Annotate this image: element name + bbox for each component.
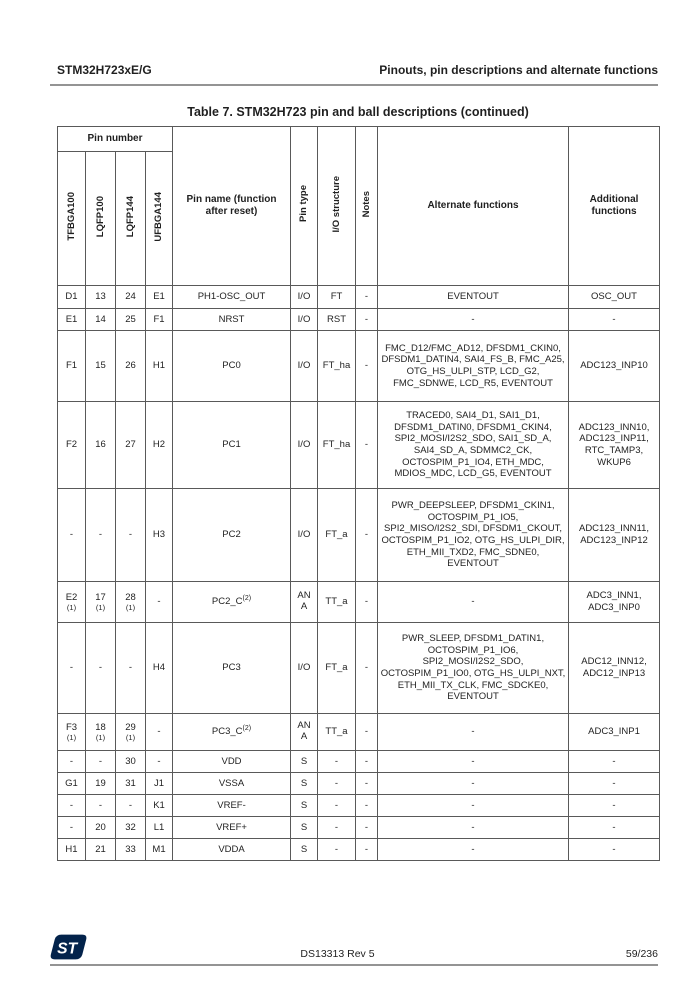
cell-io-structure: FT_a (318, 489, 356, 582)
cell-lqfp144: 26 (116, 331, 146, 402)
cell-lqfp100: - (86, 751, 116, 773)
col-header-additional-functions: Additional functions (569, 127, 660, 286)
footnote-ref: (1) (95, 732, 106, 742)
cell-notes: - (356, 331, 378, 402)
table-row (58, 773, 660, 795)
cell-lqfp144: 25 (116, 309, 146, 331)
cell-lqfp100: 21 (86, 839, 116, 861)
cell-ufbga144: F1 (146, 309, 173, 331)
cell-additional-functions: - (569, 773, 660, 795)
table-body (58, 286, 660, 861)
cell-pin-name: VREF+ (173, 817, 291, 839)
cell-tfbga100 (58, 714, 86, 751)
cell-io-structure: - (318, 751, 356, 773)
header-divider (50, 84, 658, 86)
cell-text: 18 (95, 722, 106, 734)
cell-additional-functions: - (569, 839, 660, 861)
cell-tfbga100 (58, 582, 86, 623)
cell-pin-name: PC1 (173, 402, 291, 489)
cell-pin-name: VDD (173, 751, 291, 773)
cell-lqfp144: - (116, 795, 146, 817)
table-row (58, 623, 660, 714)
cell-notes: - (356, 751, 378, 773)
table-row (58, 309, 660, 331)
cell-tfbga100: F1 (58, 331, 86, 402)
cell-ufbga144: L1 (146, 817, 173, 839)
cell-pin-name: PC2 (173, 489, 291, 582)
cell-pin-name: NRST (173, 309, 291, 331)
cell-text: PC3_C (211, 726, 243, 738)
cell-pin-type (291, 714, 318, 751)
cell-io-structure: FT_ha (318, 331, 356, 402)
cell-notes: - (356, 817, 378, 839)
footnote-ref: (1) (66, 602, 77, 612)
cell-text: 29 (125, 722, 136, 734)
cell-additional-functions: ADC3_INP1 (569, 714, 660, 751)
cell-lqfp144: 33 (116, 839, 146, 861)
page-header (57, 63, 658, 77)
cell-notes: - (356, 582, 378, 623)
cell-pin-type (291, 582, 318, 623)
table-row (58, 795, 660, 817)
table-row (58, 286, 660, 309)
col-header-lqfp100 (86, 152, 116, 286)
cell-tfbga100: E1 (58, 309, 86, 331)
cell-ufbga144: - (146, 714, 173, 751)
cell-ufbga144: - (146, 582, 173, 623)
cell-io-structure: - (318, 773, 356, 795)
cell-notes: - (356, 714, 378, 751)
col-header-io-structure (318, 127, 356, 286)
svg-text:ST: ST (57, 940, 78, 958)
footnote-ref: (1) (66, 732, 77, 742)
pin-ball-descriptions-table (57, 126, 660, 861)
cell-alternate-functions: - (378, 773, 569, 795)
col-header-pin-name: Pin name (function after reset) (173, 127, 291, 286)
cell-io-structure: FT_ha (318, 402, 356, 489)
cell-pin-name (173, 582, 291, 623)
col-header-tfbga100 (58, 152, 86, 286)
cell-notes: - (356, 489, 378, 582)
lqfp100-label: LQFP100 (94, 195, 106, 237)
cell-io-structure: RST (318, 309, 356, 331)
cell-lqfp144: 24 (116, 286, 146, 309)
cell-ufbga144: H2 (146, 402, 173, 489)
cell-ufbga144: E1 (146, 286, 173, 309)
cell-text: 17 (95, 592, 106, 604)
cell-pin-type: I/O (291, 331, 318, 402)
cell-lqfp144: - (116, 623, 146, 714)
cell-io-structure: TT_a (318, 582, 356, 623)
cell-alternate-functions: - (378, 582, 569, 623)
col-header-pin-type (291, 127, 318, 286)
cell-alternate-functions: EVENTOUT (378, 286, 569, 309)
cell-lqfp100: - (86, 795, 116, 817)
col-header-alternate-functions: Alternate functions (378, 127, 569, 286)
cell-alternate-functions: - (378, 795, 569, 817)
cell-pin-type: I/O (291, 489, 318, 582)
col-header-ufbga144 (146, 152, 173, 286)
pin-type-label: Pin type (298, 185, 310, 223)
cell-additional-functions: - (569, 795, 660, 817)
cell-alternate-functions: TRACED0, SAI4_D1, SAI1_D1, DFSDM1_DATIN0, DFSDM1_CKIN4, SPI2_MOSI/I2S2_SDO, SAI1_SD_A, SAI4_SD_A, SDMMC2_CK, OCTOSPIM_P1_IO4, ETH_MDC, MDIOS_MDC, LCD_G5, EVENTOUT (378, 402, 569, 489)
cell-pin-type: I/O (291, 286, 318, 309)
cell-lqfp144: 31 (116, 773, 146, 795)
cell-lqfp144: - (116, 489, 146, 582)
cell-text: E2 (65, 592, 78, 604)
col-header-lqfp144 (116, 152, 146, 286)
table-row (58, 402, 660, 489)
cell-text: ANA (297, 590, 311, 612)
cell-text: PC2_C (211, 596, 243, 608)
cell-lqfp100: - (86, 489, 116, 582)
footnote-ref: (1) (125, 602, 136, 612)
cell-tfbga100: - (58, 795, 86, 817)
cell-pin-type: I/O (291, 623, 318, 714)
cell-alternate-functions: PWR_DEEPSLEEP, DFSDM1_CKIN1, OCTOSPIM_P1_IO5, SPI2_MISO/I2S2_SDI, DFSDM1_CKOUT, OCTOSPIM_P1_IO2, OTG_HS_ULPI_DIR, ETH_MII_TXD2, FMC_SDNE0, EVENTOUT (378, 489, 569, 582)
cell-pin-type: S (291, 839, 318, 861)
cell-ufbga144: - (146, 751, 173, 773)
footer-doc-id: DS13313 Rev 5 (300, 948, 375, 960)
cell-io-structure: TT_a (318, 714, 356, 751)
cell-text: F3 (65, 722, 78, 734)
cell-lqfp144: 27 (116, 402, 146, 489)
cell-tfbga100: F2 (58, 402, 86, 489)
cell-pin-name: VDDA (173, 839, 291, 861)
chapter-title: Pinouts, pin descriptions and alternate functions (379, 63, 658, 77)
cell-tfbga100: G1 (58, 773, 86, 795)
cell-lqfp100: 15 (86, 331, 116, 402)
col-group-pin-number: Pin number (58, 127, 173, 152)
cell-alternate-functions: - (378, 714, 569, 751)
cell-notes: - (356, 623, 378, 714)
cell-tfbga100: H1 (58, 839, 86, 861)
cell-text: ANA (297, 720, 311, 742)
ufbga144-label: UFBGA144 (153, 191, 165, 242)
cell-notes: - (356, 795, 378, 817)
col-header-notes (356, 127, 378, 286)
cell-lqfp100: 13 (86, 286, 116, 309)
cell-ufbga144: J1 (146, 773, 173, 795)
cell-text: 28 (125, 592, 136, 604)
cell-tfbga100: - (58, 623, 86, 714)
cell-lqfp100: 19 (86, 773, 116, 795)
cell-io-structure: - (318, 795, 356, 817)
io-structure-label: I/O structure (330, 175, 342, 233)
cell-additional-functions: ADC123_INP10 (569, 331, 660, 402)
lqfp144-label: LQFP144 (124, 195, 136, 237)
cell-pin-name: PC3 (173, 623, 291, 714)
notes-label: Notes (360, 190, 372, 218)
footnote-ref: (1) (95, 602, 106, 612)
cell-additional-functions: - (569, 751, 660, 773)
cell-additional-functions: ADC3_INN1, ADC3_INP0 (569, 582, 660, 623)
footnote-ref: (1) (125, 732, 136, 742)
cell-alternate-functions: - (378, 839, 569, 861)
table-row (58, 817, 660, 839)
cell-lqfp144 (116, 582, 146, 623)
cell-additional-functions: ADC123_INN10, ADC123_INP11, RTC_TAMP3, WKUP6 (569, 402, 660, 489)
cell-pin-name (173, 714, 291, 751)
cell-pin-name: VSSA (173, 773, 291, 795)
table-row (58, 839, 660, 861)
cell-ufbga144: H1 (146, 331, 173, 402)
cell-io-structure: - (318, 839, 356, 861)
cell-alternate-functions: - (378, 817, 569, 839)
cell-lqfp100: 16 (86, 402, 116, 489)
cell-additional-functions: - (569, 309, 660, 331)
table-row (58, 714, 660, 751)
cell-lqfp100: 20 (86, 817, 116, 839)
cell-alternate-functions: - (378, 751, 569, 773)
footnote-ref: (2) (242, 595, 252, 603)
cell-ufbga144: H4 (146, 623, 173, 714)
cell-alternate-functions: PWR_SLEEP, DFSDM1_DATIN1, OCTOSPIM_P1_IO6, SPI2_MOSI/I2S2_SDO, OCTOSPIM_P1_IO0, OTG_HS_ULPI_NXT, ETH_MII_TX_CLK, FMC_SDCKE0, EVENTOUT (378, 623, 569, 714)
cell-pin-name: PC0 (173, 331, 291, 402)
cell-pin-type: S (291, 751, 318, 773)
cell-pin-type: S (291, 817, 318, 839)
footnote-ref: (2) (242, 725, 252, 733)
cell-ufbga144: H3 (146, 489, 173, 582)
cell-lqfp100: 14 (86, 309, 116, 331)
cell-notes: - (356, 309, 378, 331)
cell-pin-type: I/O (291, 402, 318, 489)
cell-tfbga100: - (58, 817, 86, 839)
table-title: Table 7. STM32H723 pin and ball descriptions (continued) (187, 105, 529, 119)
cell-io-structure: FT_a (318, 623, 356, 714)
cell-additional-functions: - (569, 817, 660, 839)
cell-alternate-functions: FMC_D12/FMC_AD12, DFSDM1_CKIN0, DFSDM1_DATIN4, SAI4_FS_B, FMC_A25, OTG_HS_ULPI_STP, LCD_G2, FMC_SDNWE, LCD_R5, EVENTOUT (378, 331, 569, 402)
cell-lqfp144: 30 (116, 751, 146, 773)
cell-ufbga144: M1 (146, 839, 173, 861)
cell-tfbga100: - (58, 489, 86, 582)
cell-pin-type: S (291, 773, 318, 795)
cell-pin-name: PH1-OSC_OUT (173, 286, 291, 309)
cell-io-structure: FT (318, 286, 356, 309)
cell-lqfp100 (86, 582, 116, 623)
footer-divider (50, 964, 658, 966)
cell-tfbga100: - (58, 751, 86, 773)
cell-notes: - (356, 402, 378, 489)
cell-additional-functions: ADC12_INN12, ADC12_INP13 (569, 623, 660, 714)
cell-lqfp144: 32 (116, 817, 146, 839)
cell-pin-type: I/O (291, 309, 318, 331)
cell-lqfp100: - (86, 623, 116, 714)
cell-tfbga100: D1 (58, 286, 86, 309)
cell-notes: - (356, 286, 378, 309)
cell-pin-type: S (291, 795, 318, 817)
table-row (58, 489, 660, 582)
footer-page-number: 59/236 (625, 948, 658, 960)
table-header (58, 127, 660, 286)
table-row (58, 331, 660, 402)
doc-reference: STM32H723xE/G (57, 63, 152, 77)
cell-io-structure: - (318, 817, 356, 839)
cell-additional-functions: ADC123_INN11, ADC123_INP12 (569, 489, 660, 582)
cell-ufbga144: K1 (146, 795, 173, 817)
cell-alternate-functions: - (378, 309, 569, 331)
cell-additional-functions: OSC_OUT (569, 286, 660, 309)
cell-notes: - (356, 839, 378, 861)
cell-notes: - (356, 773, 378, 795)
table-row (58, 582, 660, 623)
cell-pin-name: VREF- (173, 795, 291, 817)
cell-lqfp144 (116, 714, 146, 751)
table-row (58, 751, 660, 773)
tfbga100-label: TFBGA100 (65, 192, 77, 241)
cell-lqfp100 (86, 714, 116, 751)
